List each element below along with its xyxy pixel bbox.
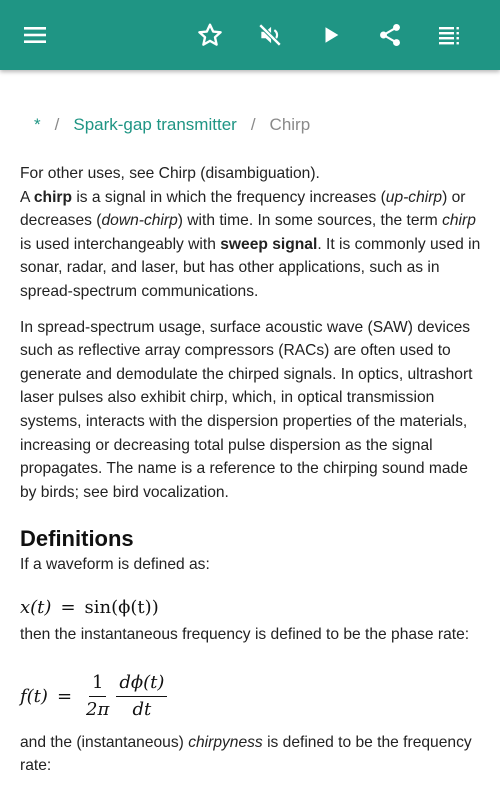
text-span: and the (instantaneous) <box>20 733 189 751</box>
formula-lhs: x(t) <box>20 596 52 618</box>
phase-rate-sentence: then the instantaneous frequency is defined to be the phase rate: <box>20 625 470 643</box>
term-chirp-italic: chirp <box>442 212 476 230</box>
mute-button[interactable] <box>250 15 290 55</box>
article-view <box>0 70 500 800</box>
paragraph-gap <box>20 304 482 316</box>
play-icon <box>320 24 342 46</box>
fraction-denominator: dt <box>132 699 152 720</box>
waveform-sentence: If a waveform is defined as: <box>20 556 210 574</box>
bookmark-button[interactable] <box>190 15 230 55</box>
text-span: . It is commonly used in sonar, radar, and laser, but has other applications, such as in spread-spectrum communications. <box>20 235 481 300</box>
term-chirpyness: chirpyness <box>188 733 263 751</box>
breadcrumb-separator: / <box>250 115 256 134</box>
formula-rhs: sin(ϕ(t)) <box>84 596 159 618</box>
breadcrumb-root-link[interactable]: * <box>34 115 41 134</box>
fraction-one-over-two-pi <box>83 672 112 721</box>
term-chirp: chirp <box>33 188 72 206</box>
term-down-chirp: down-chirp <box>101 212 178 230</box>
text-span: is a signal in which the frequency increases ( <box>72 188 386 206</box>
formula-lhs: f(t) <box>20 685 48 707</box>
contents-button[interactable] <box>430 15 470 55</box>
list-icon <box>437 24 463 46</box>
mute-icon <box>257 22 283 48</box>
share-icon <box>377 22 403 48</box>
disambiguation-note: For other uses, see Chirp (disambiguation). <box>20 165 320 182</box>
section-heading-definitions: Definitions <box>20 526 134 552</box>
formula-waveform <box>20 595 482 621</box>
fraction-derivative <box>116 672 167 721</box>
text-span: is defined to be the frequency rate: <box>20 733 472 775</box>
text-span: is used interchangeably with <box>20 235 221 253</box>
breadcrumb-separator: / <box>54 115 60 134</box>
fraction-numerator: dϕ(t) <box>116 672 167 697</box>
app-toolbar <box>0 0 500 70</box>
breadcrumb-current: Chirp <box>269 115 311 134</box>
menu-button[interactable] <box>15 15 55 55</box>
play-button[interactable] <box>311 15 351 55</box>
fraction-numerator: 1 <box>89 672 106 697</box>
breadcrumb-parent-link[interactable]: Spark-gap transmitter <box>73 115 237 134</box>
spread-spectrum-paragraph: In spread-spectrum usage, surface acoustic wave (SAW) devices such as reflective array compressors (RACs) are often used to generate and demodulate the chirped signals. In optics, ultrashort laser pulses also exhibit chirp, which, in optical transmission systems, interacts with the dispersion properties of the materials, increasing or decreasing total pulse dispersion as the signal propagates. The name is a reference to the chirping sound made by birds; see bird vocalization. <box>20 318 473 501</box>
star-icon <box>197 22 223 48</box>
text-span: A <box>20 188 34 206</box>
fraction-denominator: 2π <box>86 699 110 720</box>
term-up-chirp: up-chirp <box>385 188 443 206</box>
breadcrumb <box>34 115 310 135</box>
text-span: ) with time. In some sources, the term <box>177 212 443 230</box>
article-body <box>20 162 482 778</box>
formula-equals: = <box>60 596 76 618</box>
share-button[interactable] <box>370 15 410 55</box>
formula-instantaneous-frequency <box>20 667 482 727</box>
text-span: ) or decreases ( <box>20 188 466 230</box>
intro-paragraph <box>20 186 482 304</box>
term-sweep-signal: sweep signal <box>220 235 318 253</box>
formula-equals: = <box>56 685 73 707</box>
chirpyness-sentence <box>20 731 482 778</box>
menu-icon <box>23 25 47 45</box>
